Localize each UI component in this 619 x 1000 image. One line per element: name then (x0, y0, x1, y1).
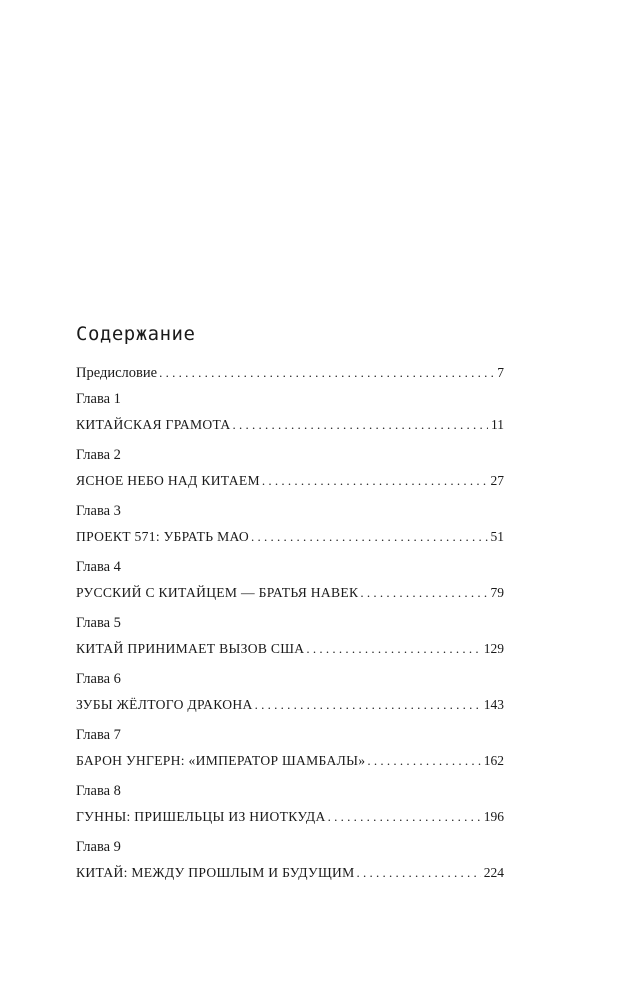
toc-chapter (76, 667, 504, 717)
toc-page-number: 27 (490, 473, 504, 488)
toc-chapter (76, 555, 504, 605)
toc-entry-chapter-2[interactable] (76, 468, 504, 493)
toc-entry-chapter-4[interactable] (76, 580, 504, 605)
chapter-label: Глава 7 (76, 727, 121, 743)
toc-entry-chapter-7[interactable] (76, 748, 504, 773)
toc-page-number: 7 (497, 365, 504, 380)
toc-chapter (76, 611, 504, 661)
toc-chapter (76, 499, 504, 549)
chapter-label: Глава 9 (76, 839, 121, 855)
chapter-title: ЗУБЫ ЖЁЛТОГО ДРАКОНА (76, 697, 253, 712)
toc-page-number: 143 (483, 697, 504, 712)
toc-title: Содержание (76, 323, 196, 345)
toc-entry-chapter-8[interactable] (76, 804, 504, 829)
chapter-label: Глава 6 (76, 671, 121, 687)
dot-leader (159, 360, 494, 385)
toc-entry-label: Предисловие (76, 365, 158, 381)
toc-page-number: 11 (491, 417, 504, 432)
chapter-label: Глава 8 (76, 783, 121, 799)
dot-leader (262, 468, 488, 493)
chapter-label: Глава 5 (76, 615, 121, 631)
toc-page-number: 224 (483, 865, 504, 880)
dot-leader (360, 580, 487, 605)
toc-chapter (76, 443, 504, 493)
toc-entry-chapter-3[interactable] (76, 524, 504, 549)
toc-chapter (76, 835, 504, 885)
toc-entry-chapter-1[interactable] (76, 412, 504, 437)
chapter-label: Глава 4 (76, 559, 121, 575)
chapter-label: Глава 1 (76, 391, 121, 407)
toc-page-number: 196 (483, 809, 504, 824)
dot-leader (233, 412, 488, 437)
chapter-title: ПРОЕКТ 571: УБРАТЬ МАО (76, 529, 250, 544)
toc-chapter (76, 387, 504, 437)
chapter-title: ГУННЫ: ПРИШЕЛЬЦЫ ИЗ НИОТКУДА (76, 809, 326, 824)
table-of-contents (76, 322, 504, 891)
dot-leader (251, 524, 487, 549)
chapter-title: БАРОН УНГЕРН: «ИМПЕРАТОР ШАМБАЛЫ» (76, 753, 366, 768)
chapter-label: Глава 3 (76, 503, 121, 519)
chapter-title: ЯСНОЕ НЕБО НАД КИТАЕМ (76, 473, 260, 488)
chapter-title: КИТАЙ ПРИНИМАЕТ ВЫЗОВ США (76, 641, 305, 656)
chapter-title: КИТАЙ: МЕЖДУ ПРОШЛЫМ И БУДУЩИМ (76, 865, 355, 880)
chapter-title: КИТАЙСКАЯ ГРАМОТА (76, 417, 231, 432)
toc-entry-chapter-5[interactable] (76, 636, 504, 661)
toc-entry-chapter-6[interactable] (76, 692, 504, 717)
toc-chapter (76, 723, 504, 773)
toc-page-number: 51 (490, 529, 504, 544)
toc-chapter (76, 779, 504, 829)
dot-leader (255, 692, 481, 717)
chapter-label: Глава 2 (76, 447, 121, 463)
dot-leader (367, 748, 480, 773)
toc-page-number: 79 (490, 585, 504, 600)
dot-leader (328, 804, 481, 829)
toc-page-number: 129 (483, 641, 504, 656)
dot-leader (356, 860, 480, 885)
toc-entry-preface[interactable] (76, 360, 504, 385)
toc-entry-chapter-9[interactable] (76, 860, 504, 885)
toc-page-number: 162 (483, 753, 504, 768)
chapter-title: РУССКИЙ С КИТАЙЦЕМ — БРАТЬЯ НАВЕК (76, 585, 359, 600)
dot-leader (306, 636, 480, 661)
